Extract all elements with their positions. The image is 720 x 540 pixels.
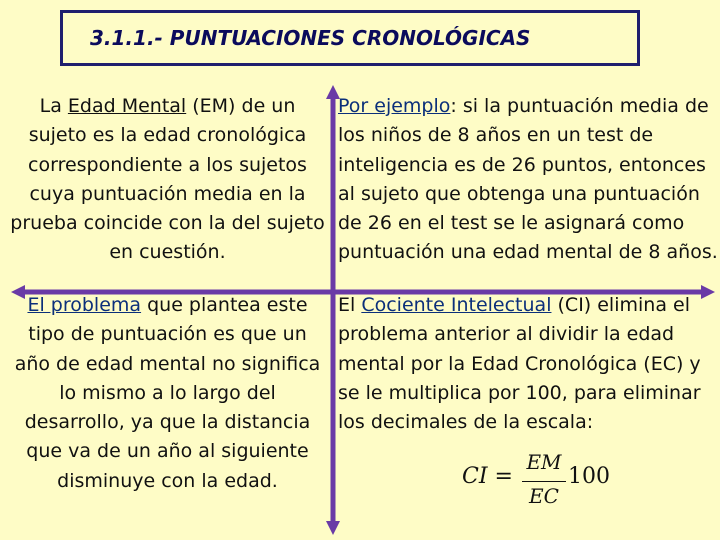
formula-numerator: EM [526, 450, 562, 474]
edad-mental-paragraph [10, 92, 325, 268]
problema-paragraph [10, 291, 325, 496]
problema-term: El problema [27, 294, 142, 316]
problema-text: que plantea este tipo de puntuación es que un año de edad mental no significa lo mismo a lo largo del desarrollo, ya que la distancia que va de un año al siguiente disminuye con la edad. [14, 294, 321, 492]
formula-lhs: CI = [462, 464, 513, 489]
text-segment: La [39, 95, 68, 117]
slide-title: 3.1.1.- PUNTUACIONES CRONOLÓGICAS [90, 26, 531, 50]
cociente-paragraph [338, 291, 718, 437]
formula-fraction-bar [522, 481, 566, 482]
ejemplo-paragraph [338, 92, 718, 268]
formula-denominator: EC [529, 484, 559, 508]
cociente-text: (CI) elimina el problema anterior al dividir la edad mental por la Edad Cronológica (EC) y se le multiplica por 100, para eliminar los decimales de la escala: [338, 294, 701, 434]
text-segment: El [338, 294, 362, 316]
ejemplo-text: : si la puntuación media de los niños de 8 años en un test de inteligencia es de 26 puntos, entonces al sujeto que obtenga una puntuación de 26 en el test se le asignará como puntuación una edad mental de 8 años. [338, 95, 718, 264]
edad-mental-term: Edad Mental [67, 95, 187, 117]
ejemplo-term: Por ejemplo [338, 95, 451, 117]
cociente-intelectual-term: Cociente Intelectual [361, 294, 552, 316]
formula-factor: 100 [568, 464, 610, 489]
ci-formula [458, 448, 608, 514]
edad-mental-definition: (EM) de un sujeto es la edad cronológica correspondiente a los sujetos cuya puntuación media en la prueba coincide con la del sujeto en cuestión. [10, 95, 325, 264]
